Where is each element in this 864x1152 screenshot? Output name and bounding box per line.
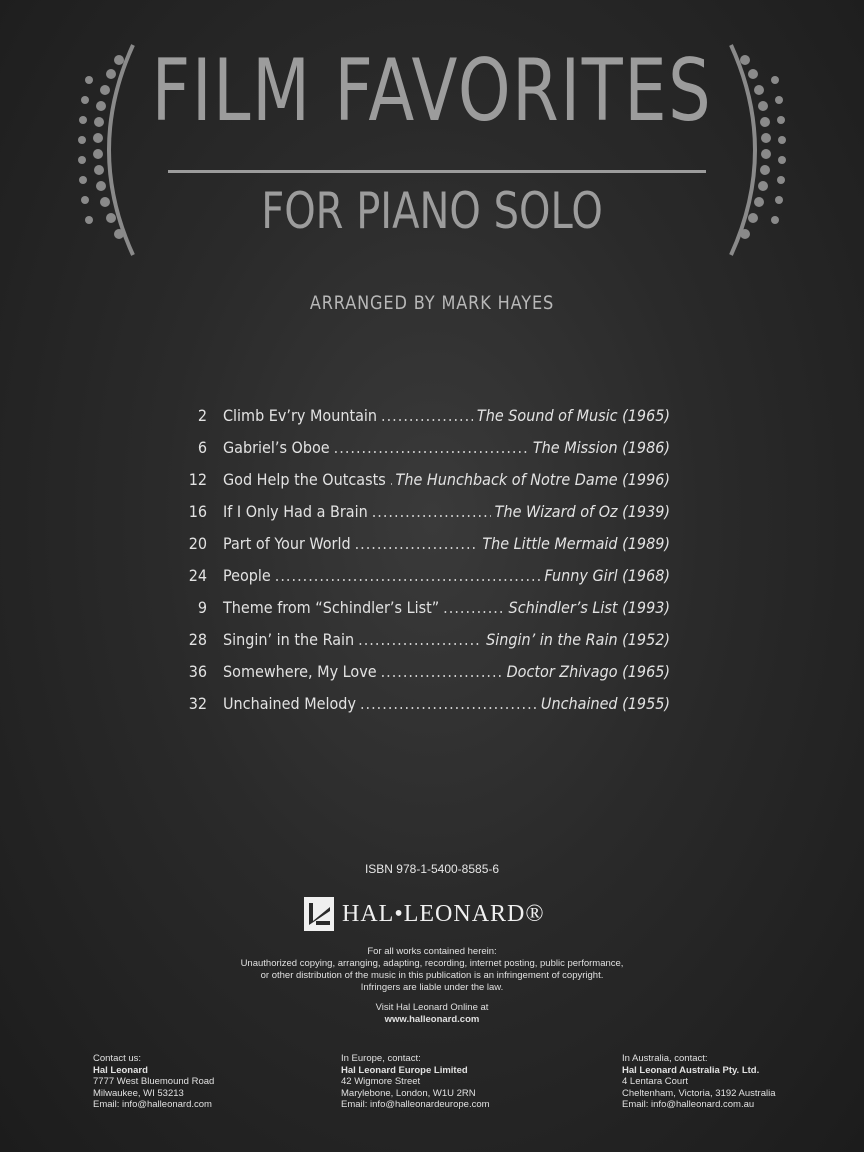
toc-leader-dots (381, 406, 473, 425)
toc-entry (160, 470, 670, 502)
toc-leader-dots (372, 502, 491, 521)
toc-song-title: Climb Ev’ry Mountain (223, 406, 378, 425)
toc-leader-dots (381, 662, 503, 681)
notice-line: Unauthorized copying, arranging, adapting, recording, internet posting, public performance, (240, 958, 624, 969)
toc-page-number: 20 (188, 534, 207, 553)
toc-song-title: If I Only Had a Brain (223, 502, 368, 521)
toc-film-title: Schindler’s List (1993) (508, 598, 670, 617)
toc-page-number: 2 (197, 406, 207, 425)
contact-heading: Contact us: (93, 1053, 142, 1064)
toc-film-title: The Hunchback of Notre Dame (1996) (395, 470, 670, 489)
toc-film-title: The Sound of Music (1965) (476, 406, 670, 425)
contact-name: Hal Leonard Australia Pty. Ltd. (622, 1064, 760, 1076)
toc-leader-dots (358, 630, 482, 649)
contact-block-australia (622, 1053, 776, 1111)
website-link[interactable]: www.halleonard.com (384, 1014, 480, 1025)
toc-page-number: 16 (188, 502, 207, 521)
toc-film-title: The Wizard of Oz (1939) (494, 502, 670, 521)
contact-address-line: 7777 West Bluemound Road (93, 1076, 215, 1087)
toc-leader-dots (390, 470, 392, 489)
toc-entry (160, 438, 670, 470)
toc-film-title: Singin’ in the Rain (1952) (486, 630, 670, 649)
toc-entry (160, 406, 670, 438)
toc-leader-dots (355, 534, 479, 553)
toc-song-title: Gabriel’s Oboe (223, 438, 330, 457)
website-block (0, 1002, 864, 1026)
contact-block-us (93, 1053, 214, 1111)
notice-line: Infringers are liable under the law. (360, 982, 504, 993)
hal-leonard-wordmark: HAL•LEONARD® (342, 900, 545, 927)
notice-line: or other distribution of the music in this publication is an infringement of copyright. (260, 970, 604, 981)
contact-address-line: 4 Lentara Court (622, 1076, 689, 1087)
contact-address-line: Marylebone, London, W1U 2RN (341, 1087, 476, 1099)
arranger-credit: ARRANGED BY MARK HAYES (309, 292, 555, 314)
notice-line: For all works contained herein: (367, 946, 497, 957)
toc-leader-dots (334, 438, 529, 457)
cover-subtitle: FOR PIANO SOLO (261, 182, 603, 240)
toc-page-number: 24 (188, 566, 207, 585)
toc-page-number: 12 (188, 470, 207, 489)
toc-page-number: 36 (188, 662, 207, 681)
contact-heading: In Europe, contact: (341, 1053, 421, 1064)
toc-song-title: Singin’ in the Rain (223, 630, 355, 649)
toc-song-title: Theme from “Schindler’s List” (223, 598, 440, 617)
title-divider (168, 170, 706, 173)
toc-page-number: 6 (197, 438, 207, 457)
visit-label: Visit Hal Leonard Online at (375, 1002, 489, 1013)
toc-entry (160, 502, 670, 534)
table-of-contents (160, 406, 670, 726)
hal-leonard-logo (304, 896, 545, 932)
contact-name: Hal Leonard Europe Limited (341, 1064, 468, 1076)
toc-page-number: 9 (197, 598, 207, 617)
toc-film-title: The Little Mermaid (1989) (482, 534, 670, 553)
toc-film-title: Unchained (1955) (540, 694, 670, 713)
toc-entry (160, 694, 670, 726)
contact-email[interactable]: Email: info@halleonardeurope.com (341, 1099, 490, 1110)
toc-song-title: Unchained Melody (223, 694, 356, 713)
toc-page-number: 28 (188, 630, 207, 649)
toc-film-title: Funny Girl (1968) (544, 566, 670, 585)
contact-email[interactable]: Email: info@halleonard.com (93, 1099, 212, 1110)
toc-entry (160, 630, 670, 662)
toc-page-number: 32 (188, 694, 207, 713)
toc-song-title: Part of Your World (223, 534, 351, 553)
toc-song-title: Somewhere, My Love (223, 662, 377, 681)
toc-leader-dots (275, 566, 541, 585)
contact-name: Hal Leonard (93, 1064, 148, 1076)
toc-entry (160, 598, 670, 630)
toc-entry (160, 662, 670, 694)
toc-film-title: The Mission (1986) (532, 438, 670, 457)
contact-address-line: Milwaukee, WI 53213 (93, 1087, 184, 1099)
contact-heading: In Australia, contact: (622, 1053, 708, 1064)
toc-leader-dots (443, 598, 504, 617)
toc-entry (160, 534, 670, 566)
toc-song-title: God Help the Outcasts (223, 470, 386, 489)
toc-film-title: Doctor Zhivago (1965) (506, 662, 670, 681)
toc-leader-dots (360, 694, 537, 713)
cover-title: FILM FAVORITES (151, 41, 713, 141)
isbn-number: ISBN 978-1-5400-8585-6 (364, 862, 500, 876)
contact-address-line: Cheltenham, Victoria, 3192 Australia (622, 1087, 776, 1099)
toc-entry (160, 566, 670, 598)
hal-leonard-logo-icon (304, 897, 334, 931)
contact-block-europe (341, 1053, 490, 1111)
copyright-notice (0, 946, 864, 994)
contact-email[interactable]: Email: info@halleonard.com.au (622, 1099, 755, 1110)
toc-song-title: People (223, 566, 271, 585)
contact-address-line: 42 Wigmore Street (341, 1076, 421, 1087)
